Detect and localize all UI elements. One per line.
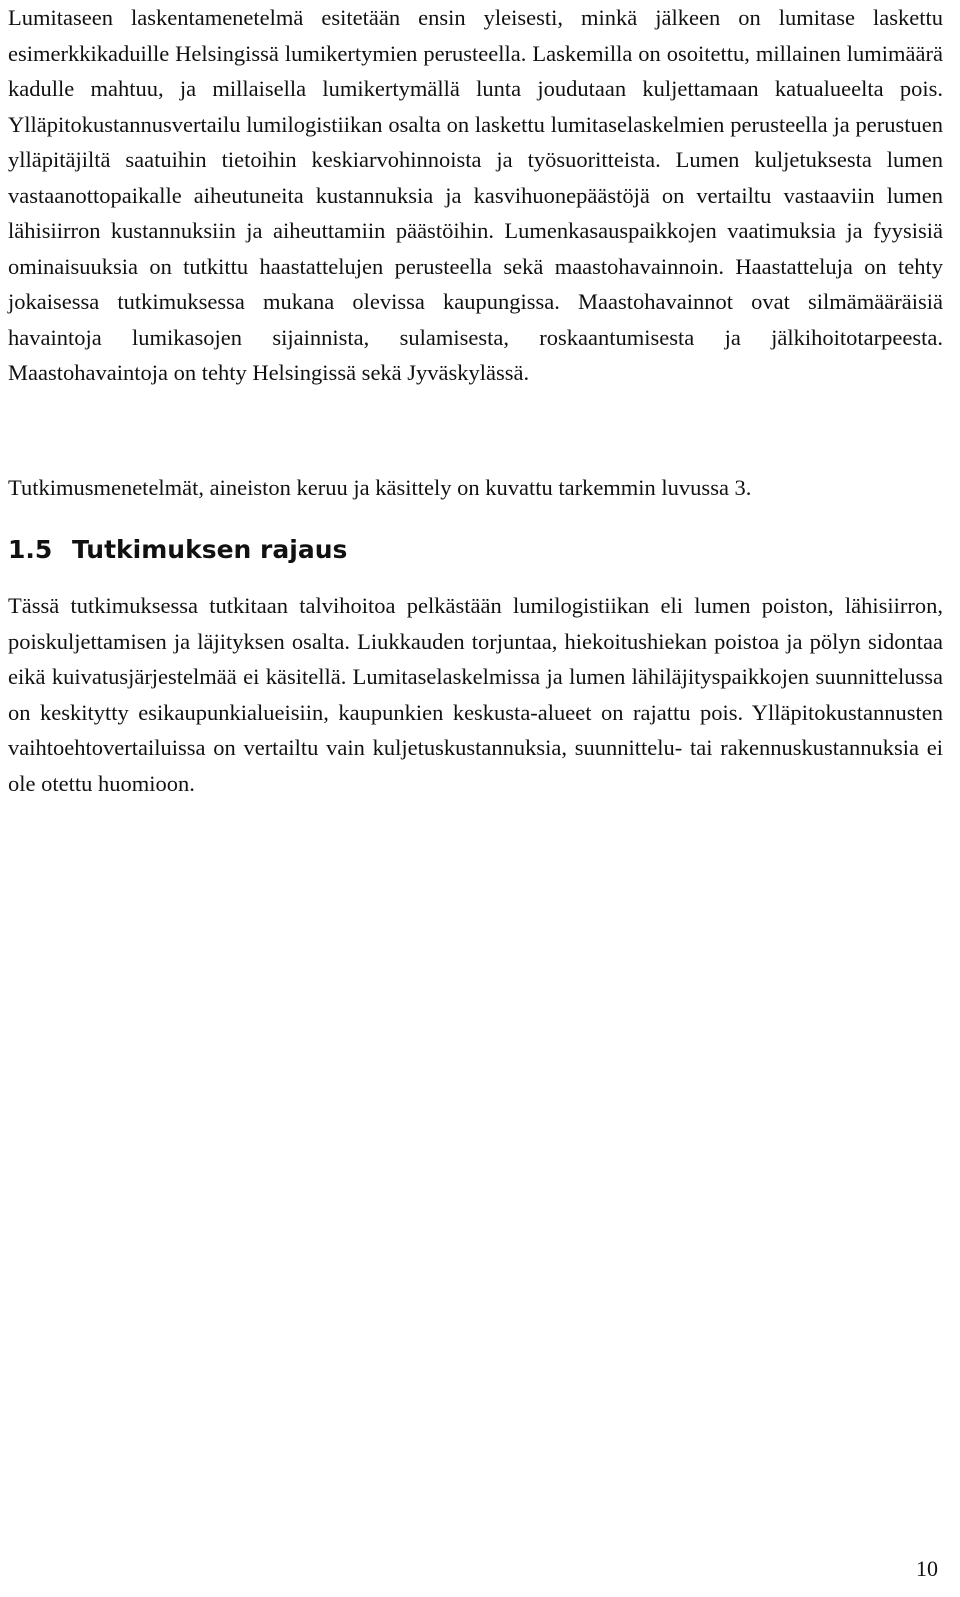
page-number: 10 — [916, 1556, 938, 1581]
section-title: Tutkimuksen rajaus — [72, 535, 348, 564]
body-paragraph-methods: Lumitaseen laskentamenetelmä esitetään ensin yleisesti, minkä jälkeen on lumitase laskettu esimerkkikaduille Helsingissä lumikertymien perusteella. Laskemilla on osoitettu, millainen lumimäärä kadulle mahtuu, ja millaisella lumikertymällä lunta joudutaan kuljettamaan katualueelta pois. Ylläpitokustannusvertailu lumilogistiikan osalta on laskettu lumitaselaskelmien perusteella ja perustuen ylläpitäjiltä saatuihin tietoihin keskiarvohinnoista ja työsuoritteista. Lumen kuljetuksesta lumen vastaanottopaikalle aiheutuneita kustannuksia ja kasvihuonepäästöjä on vertailtu vastaaviin lumen lähisiirron kustannuksiin ja aiheuttamiin päästöihin. Lumenkasauspaikkojen vaatimuksia ja fyysisiä ominaisuuksia on tutkittu haastattelujen perusteella sekä maastohavainnoin. Haastatteluja on tehty jokaisessa tutkimuksessa mukana olevissa kaupungissa. Maastohavainnot ovat silmämääräisiä havaintoja lumikasojen sijainnista, sulamisesta, roskaantumisesta ja jälkihoitotarpeesta. Maastohavaintoja on tehty Helsingissä sekä Jyväskylässä. — [8, 5, 943, 385]
section-heading — [8, 530, 347, 570]
section-number: 1.5 — [8, 535, 53, 564]
body-paragraph-scope: Tässä tutkimuksessa tutkitaan talvihoitoa pelkästään lumilogistiikan eli lumen poiston, lähisiirron, poiskuljettamisen ja läjityksen osalta. Liukkauden torjuntaa, hiekoitushiekan poistoa ja pölyn sidontaa eikä kuivatusjärjestelmää ei käsitellä. Lumitaselaskelmissa ja lumen lähiläjityspaikkojen suunnittelussa on keskitytty esikaupunkialueisiin, kaupunkien keskusta-alueet on rajattu pois. Ylläpitokustannusten vaihtoehtovertailuissa on vertailtu vain kuljetuskustannuksia, suunnittelu- tai rakennuskustannuksia ei ole otettu huomioon. — [8, 593, 943, 796]
body-paragraph-reference: Tutkimusmenetelmät, aineiston keruu ja käsittely on kuvattu tarkemmin luvussa 3. — [8, 475, 752, 500]
